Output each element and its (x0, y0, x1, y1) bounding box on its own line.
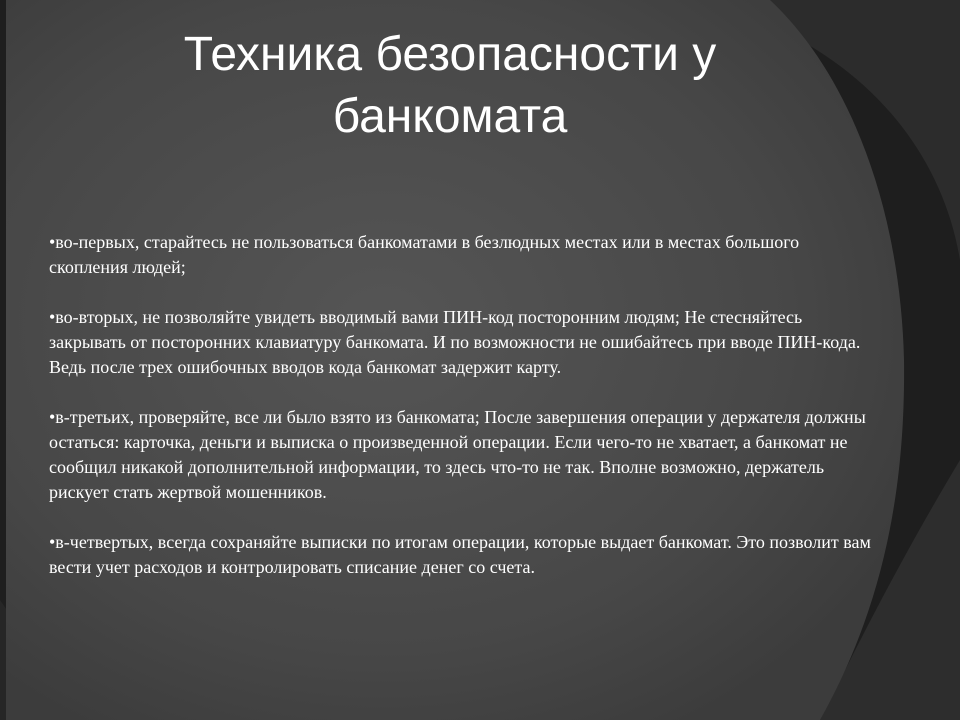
bullet-item: •во-вторых, не позволяйте увидеть вводимый вами ПИН-код посторонним людям; Не стесняйтесь закрывать от посторонних клавиатуру банкомата. И по возможности не ошибайтесь при вводе ПИН-кода. Ведь после трех ошибочных вводов кода банкомат задержит карту. (49, 307, 861, 377)
bullet-item: •во-первых, старайтесь не пользоваться банкоматами в безлюдных местах или в местах большого скопления людей; (49, 232, 800, 277)
bullet-list (49, 230, 879, 580)
slide-title: Техника безопасности у банкомата (183, 28, 717, 143)
bullet-item: •в-третьих, проверяйте, все ли было взято из банкомата; После завершения операции у держателя должны остаться: карточка, деньги и выписка о произведенной операции. Если чего-то не хватает, а банкомат не сообщил никакой дополнительной информации, то здесь что-то не так. Вполне возможно, держатель рискует стать жертвой мошенников. (49, 407, 866, 502)
bullet-item: •в-четвертых, всегда сохраняйте выписки по итогам операции, которые выдает банкомат. Это позволит вам вести учет расходов и контролировать списание денег со счета. (49, 532, 871, 577)
